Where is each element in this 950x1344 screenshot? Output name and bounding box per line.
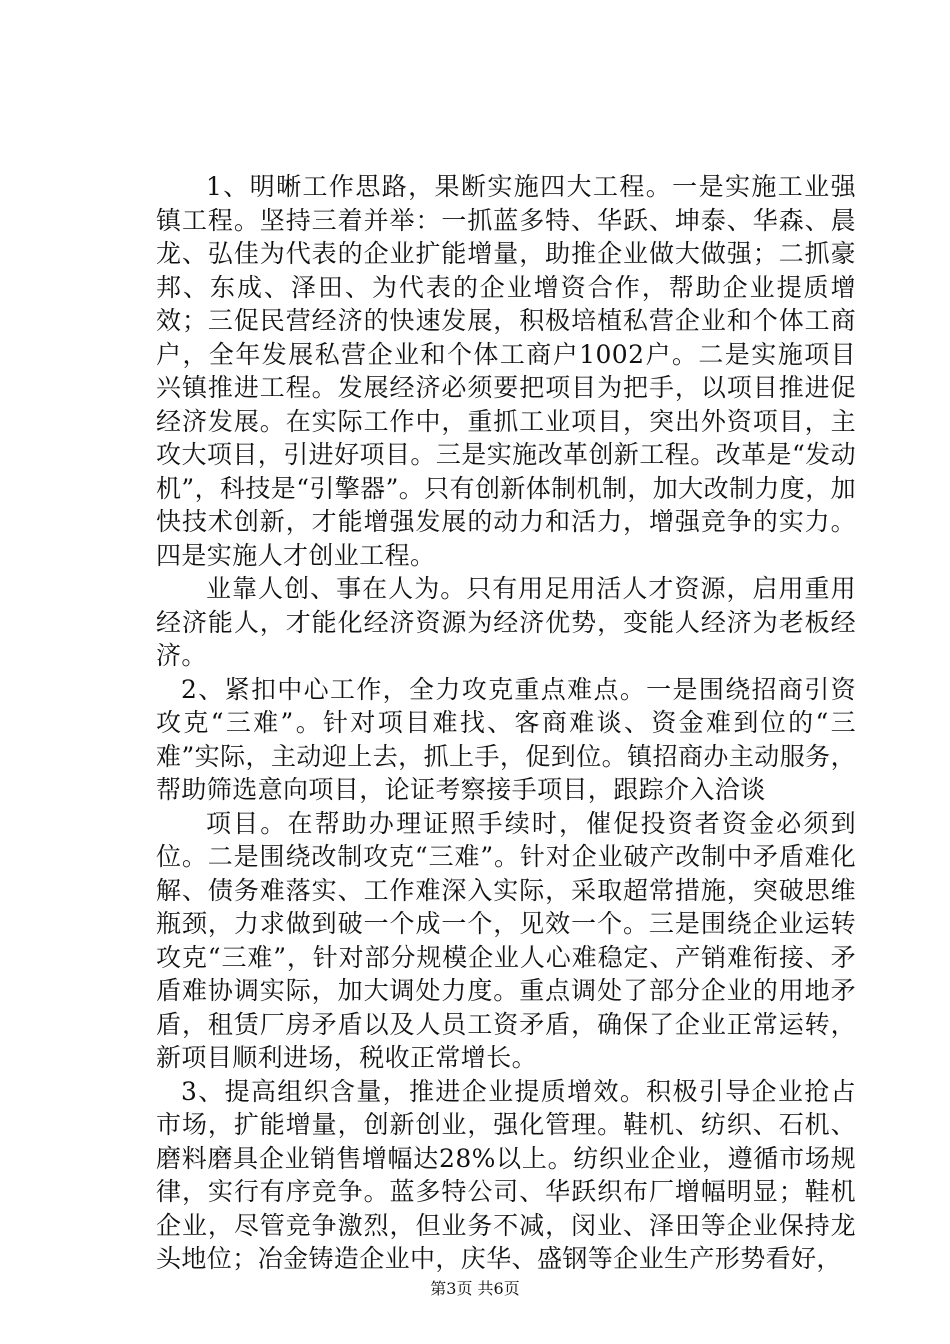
paragraph-5: 3、提高组织含量，推进企业提质增效。积极引导企业抢占市场，扩能增量，创新创业，强化管理。鞋机、纺织、石机、磨料磨具企业销售增幅达28%以上。纺织业企业，遵循市场规律，实行有序竞争。蓝多特公司、华跃织布厂增幅明显；鞋机企业，尽管竞争激烈，但业务不减，闵业、泽田等企业保持龙头地位；冶金铸造企业中，庆华、盛钢等企业生产形势看好， — [156, 1076, 856, 1273]
paragraph-3: 2、紧扣中心工作，全力攻克重点难点。一是围绕招商引资攻克“三难”。针对项目难找、客商难谈、资金难到位的“三难”实际，主动迎上去，抓上手，促到位。镇招商办主动服务，帮助筛选意向项目，论证考察接手项目，跟踪介入洽谈 — [156, 674, 856, 804]
paragraph-1: 1、明晰工作思路，果断实施四大工程。一是实施工业强镇工程。坚持三着并举：一抓蓝多特、华跃、坤泰、华森、晨龙、弘佳为代表的企业扩能增量，助推企业做大做强；二抓豪邦、东成、泽田、为代表的企业增资合作，帮助企业提质增效；三促民营经济的快速发展，积极培植私营企业和个体工商户，全年发展私营企业和个体工商户1002户。二是实施项目兴镇推进工程。发展经济必须要把项目为把手，以项目推进促经济发展。在实际工作中，重抓工业项目，突出外资项目，主攻大项目，引进好项目。三是实施改革创新工程。改革是“发动机”，科技是“引擎器”。只有创新体制机制，加大改制力度，加快技术创新，才能增强发展的动力和活力，增强竞争的实力。四是实施人才创业工程。 — [156, 172, 856, 570]
document-body — [156, 170, 856, 1276]
paragraph-4: 项目。在帮助办理证照手续时，催促投资者资金必须到位。二是围绕改制攻克“三难”。针对企业破产改制中矛盾难化解、债务难落实、工作难深入实际，采取超常措施，突破思维瓶颈，力求做到破一个成一个，见效一个。三是围绕企业运转攻克“三难”，针对部分规模企业人心难稳定、产销难衔接、矛盾难协调实际，加大调处力度。重点调处了部分企业的用地矛盾，租赁厂房矛盾以及人员工资矛盾，确保了企业正常运转，新项目顺利进场，税收正常增长。 — [156, 808, 856, 1072]
paragraph-2: 业靠人创、事在人为。只有用足用活人才资源，启用重用经济能人，才能化经济资源为经济优势，变能人经济为老板经济。 — [156, 574, 856, 670]
page-footer: 第3页 共6页 — [430, 1279, 520, 1298]
